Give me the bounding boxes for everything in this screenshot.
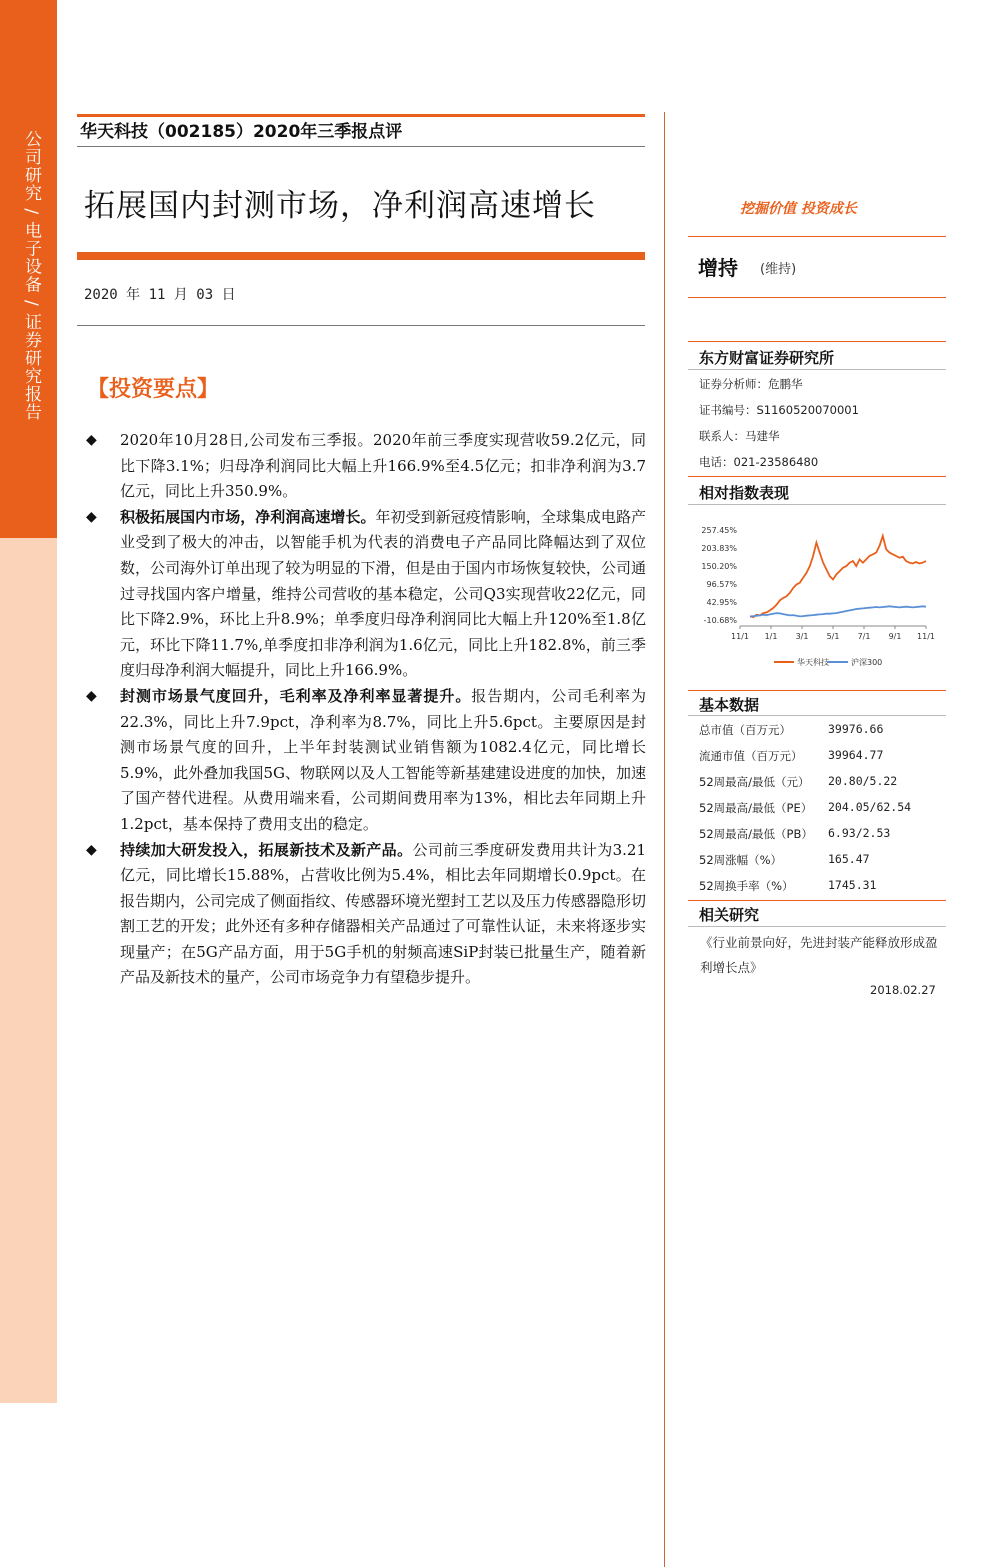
related-title: 相关研究 xyxy=(699,906,760,924)
column-divider xyxy=(664,112,665,1567)
right-rule xyxy=(688,341,946,342)
x-tick-label: 1/1 xyxy=(764,632,778,641)
y-tick-label: -10.68% xyxy=(703,616,737,625)
chart-svg xyxy=(690,516,946,676)
table-key: 总市值（百万元） xyxy=(699,723,791,737)
right-rule xyxy=(688,369,946,370)
related-report[interactable]: 《行业前景向好，先进封装产能释放形成盈利增长点》 xyxy=(700,935,938,975)
y-tick-label: 42.95% xyxy=(706,598,737,607)
y-tick-label: 96.57% xyxy=(706,580,737,589)
related-date: 2018.02.27 xyxy=(870,983,936,997)
rating: 增持 xyxy=(698,256,738,280)
table-value: 1745.31 xyxy=(828,878,877,892)
sidebar-band-light xyxy=(0,538,57,1403)
right-rule xyxy=(688,690,946,691)
key-point-lead: 积极拓展国内市场，净利润高速增长。 xyxy=(120,507,376,526)
right-rule xyxy=(688,297,946,298)
title-bar xyxy=(77,252,645,260)
table-value: 39976.66 xyxy=(828,722,884,736)
table-key: 52周最高/最低（元） xyxy=(699,775,810,789)
contact: 联系人：马建华 xyxy=(699,429,780,443)
license: 证书编号：S1160520070001 xyxy=(699,403,859,417)
diamond-bullet-icon: ◆ xyxy=(86,687,97,704)
rating-note: (维持) xyxy=(760,262,797,277)
legend-label: 沪深300 xyxy=(851,658,883,667)
key-point xyxy=(86,838,646,992)
table-key: 流通市值（百万元） xyxy=(699,749,803,763)
x-tick-label: 7/1 xyxy=(857,632,871,641)
header-divider xyxy=(77,146,645,147)
legend-label: 华天科技 xyxy=(797,658,829,667)
right-rule xyxy=(688,926,946,927)
key-point xyxy=(86,505,646,684)
institute-name: 东方财富证券研究所 xyxy=(699,349,835,367)
right-rule xyxy=(688,476,946,477)
y-tick-label: 257.45% xyxy=(701,526,737,535)
x-tick-label: 11/1 xyxy=(731,632,749,641)
table-value: 39964.77 xyxy=(828,748,884,762)
right-rule xyxy=(688,504,946,505)
perf-title: 相对指数表现 xyxy=(699,484,790,502)
key-point-text: 报告期内，公司毛利率为22.3%，同比上升7.9pct，净利率为8.7%，同比上升5.6pct。主要原因是封测市场景气度的回升，上半年封装测试业销售额为1082.4亿元，同比增长5.9%，此外叠加我国5G、物联网以及人工智能等新基建建设进度的加快，加速了国产替代进程。从费用端来看，公司期间费用率为13%，相比去年同期上升1.2pct，基本保持了费用支出的稳定。 xyxy=(120,686,646,833)
key-point xyxy=(86,684,646,838)
series-line xyxy=(750,536,926,617)
key-point-lead: 持续加大研发投入，拓展新技术及新产品。 xyxy=(120,840,413,859)
right-rule xyxy=(688,900,946,901)
diamond-bullet-icon: ◆ xyxy=(86,841,97,858)
right-rule xyxy=(688,715,946,716)
report-date: 2020 年 11 月 03 日 xyxy=(84,287,236,303)
sidebar-label: 公司研究 / 电子设备 / 证券研究报告 xyxy=(21,130,41,422)
relative-performance-chart xyxy=(690,516,946,676)
table-value: 204.05/62.54 xyxy=(828,800,912,814)
x-tick-label: 3/1 xyxy=(795,632,809,641)
table-key: 52周换手率（%） xyxy=(699,879,794,893)
key-point-text: 年初受到新冠疫情影响，全球集成电路产业受到了极大的冲击，以智能手机为代表的消费电子产品同比降幅达到了双位数，公司海外订单出现了较为明显的下滑，但是由于国内市场恢复较快，公司通过寻找国内客户增量，维持公司营收的基本稳定，公司Q3实现营收22亿元，同比下降2.9%，环比上升8.9%；单季度归母净利润同比大幅上升120%至1.8亿元，环比下降11.7%,单季度扣非净利润为1.6亿元，同比上升182.8%，前三季度归母净利润大幅提升，同比上升166.9%。 xyxy=(120,507,646,680)
basic-title: 基本数据 xyxy=(699,696,760,714)
y-tick-label: 150.20% xyxy=(701,562,737,571)
x-tick-label: 11/1 xyxy=(917,632,935,641)
table-key: 52周涨幅（%） xyxy=(699,853,783,867)
table-value: 20.80/5.22 xyxy=(828,774,898,788)
series-line xyxy=(750,606,926,616)
date-divider xyxy=(77,325,645,326)
page-title: 拓展国内封测市场，净利润高速增长 xyxy=(84,188,596,224)
table-key: 52周最高/最低（PB） xyxy=(699,827,813,841)
x-tick-label: 9/1 xyxy=(888,632,902,641)
key-point xyxy=(86,428,646,505)
y-tick-label: 203.83% xyxy=(701,544,737,553)
analyst: 证券分析师：危鹏华 xyxy=(699,377,803,391)
diamond-bullet-icon: ◆ xyxy=(86,508,97,525)
key-point-lead: 封测市场景气度回升，毛利率及净利率显著提升。 xyxy=(120,686,472,705)
right-rule xyxy=(688,236,946,237)
key-point-text: 2020年10月28日,公司发布三季报。2020年前三季度实现营收59.2亿元，同比下降3.1%；归母净利润同比大幅上升166.9%至4.5亿元；扣非净利润为3.7亿元，同比上升350.9%。 xyxy=(120,431,646,501)
phone: 电话：021-23586480 xyxy=(699,455,819,469)
x-tick-label: 5/1 xyxy=(826,632,840,641)
table-value: 6.93/2.53 xyxy=(828,826,891,840)
key-point-text: 公司前三季度研发费用共计为3.21亿元，同比增长15.88%，占营收比例为5.4%，相比去年同期增长0.9pct。在报告期内，公司完成了侧面指纹、传感器环境光塑封工艺以及压力传感器隐形切割工艺的开发；此外还有多种存储器相关产品通过了可靠性认证，未来将逐步实现量产；在5G产品方面，用于5G手机的射频高速SiP封装已批量生产，随着新产品及新技术的量产，公司市场竞争力有望稳步提升。 xyxy=(120,840,646,987)
key-points-heading: 【投资要点】 xyxy=(87,376,220,402)
table-key: 52周最高/最低（PE） xyxy=(699,801,813,815)
table-value: 165.47 xyxy=(828,852,870,866)
key-points-list xyxy=(86,428,646,991)
slogan: 挖掘价值 投资成长 xyxy=(740,201,857,217)
diamond-bullet-icon: ◆ xyxy=(86,432,97,448)
report-type: 华天科技（002185）2020年三季报点评 xyxy=(80,122,403,142)
